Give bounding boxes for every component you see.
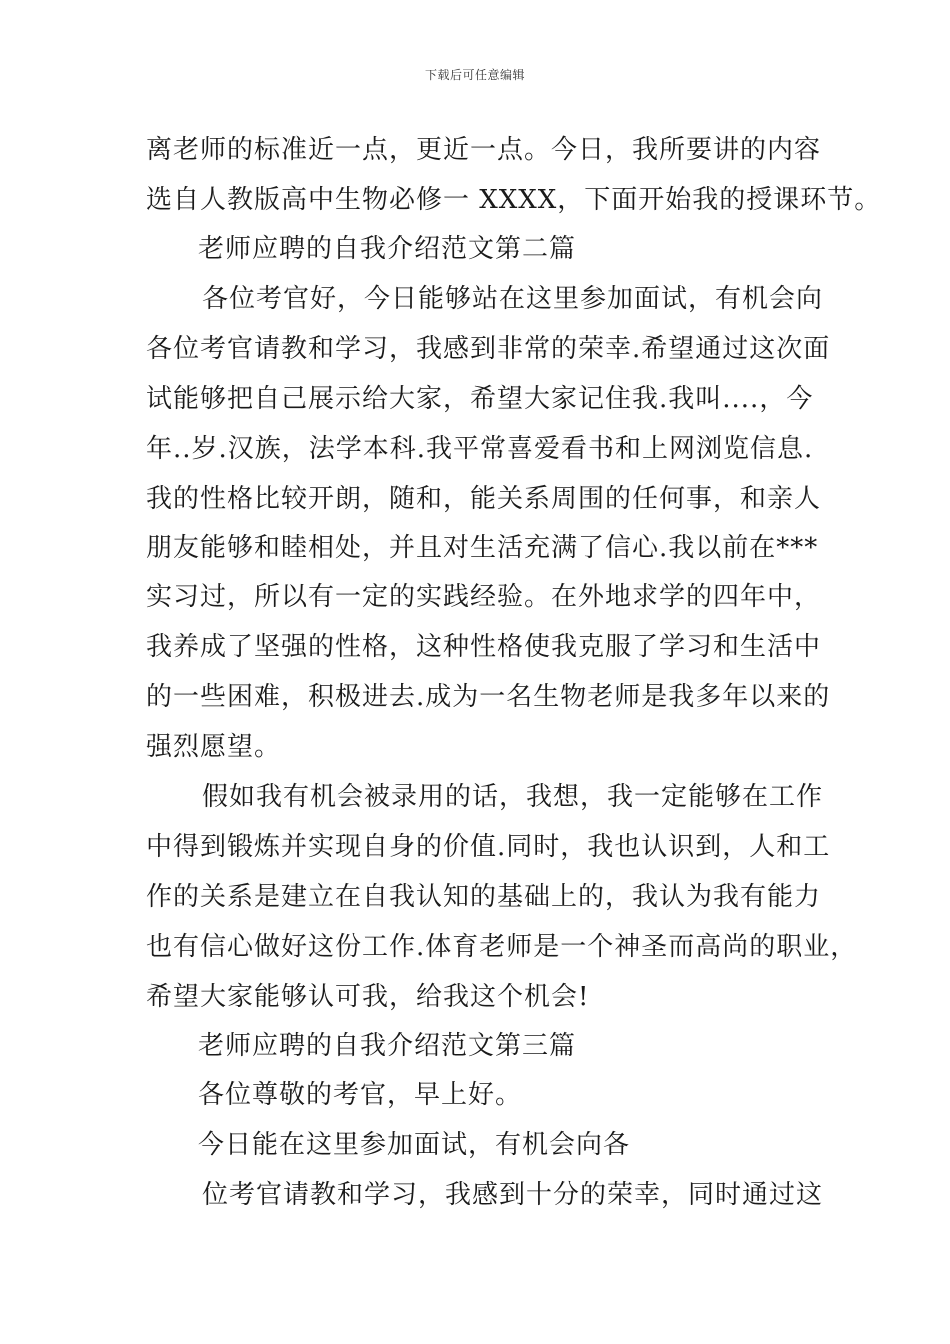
paragraph-line: 各位考官请教和学习，我感到非常的荣幸.希望通过这次面 (146, 334, 831, 364)
paragraph-line: 离老师的标准近一点，更近一点。今日，我所要讲的内容 (146, 135, 822, 165)
paragraph-line: 我养成了坚强的性格，这种性格使我克服了学习和生活中 (146, 632, 822, 662)
section-heading: 老师应聘的自我介绍范文第三篇 (198, 1031, 577, 1061)
paragraph-line: 假如我有机会被录用的话，我想，我一定能够在工作 (202, 782, 824, 812)
paragraph-line: 希望大家能够认可我，给我这个机会! (146, 982, 590, 1012)
paragraph-line: 也有信心做好这份工作.体育老师是一个神圣而高尚的职业， (146, 932, 858, 962)
paragraph-line: 我的性格比较开朗，随和，能关系周围的任何事，和亲人 (146, 484, 822, 514)
paragraph-line: 中得到锻炼并实现自身的价值.同时，我也认识到，人和工 (146, 832, 831, 862)
paragraph-line: 强烈愿望。 (146, 732, 282, 762)
page-header: 下载后可任意编辑 (424, 68, 525, 82)
paragraph-line: 各位尊敬的考官，早上好。 (198, 1080, 523, 1110)
paragraph-line: 实习过，所以有一定的实践经验。在外地求学的四年中， (146, 582, 822, 612)
paragraph-line: 朋友能够和睦相处，并且对生活充满了信心.我以前在*** (146, 533, 819, 563)
paragraph-line: 各位考官好，今日能够站在这里参加面试，有机会向 (202, 284, 824, 314)
section-heading: 老师应聘的自我介绍范文第二篇 (198, 234, 577, 264)
paragraph-line: 年..岁.汉族，法学本科.我平常喜爱看书和上网浏览信息. (146, 434, 814, 464)
paragraph-line: 的一些困难，积极进去.成为一名生物老师是我多年以来的 (146, 682, 831, 712)
paragraph-line: 选自人教版高中生物必修一 XXXX，下面开始我的授课环节。 (146, 185, 882, 215)
paragraph-line: 作的关系是建立在自我认知的基础上的，我认为我有能力 (146, 882, 822, 912)
paragraph-line: 试能够把自己展示给大家，希望大家记住我.我叫....，今 (146, 384, 814, 414)
paragraph-line: 今日能在这里参加面试，有机会向各 (198, 1130, 631, 1160)
paragraph-line: 位考官请教和学习，我感到十分的荣幸，同时通过这 (202, 1180, 824, 1210)
